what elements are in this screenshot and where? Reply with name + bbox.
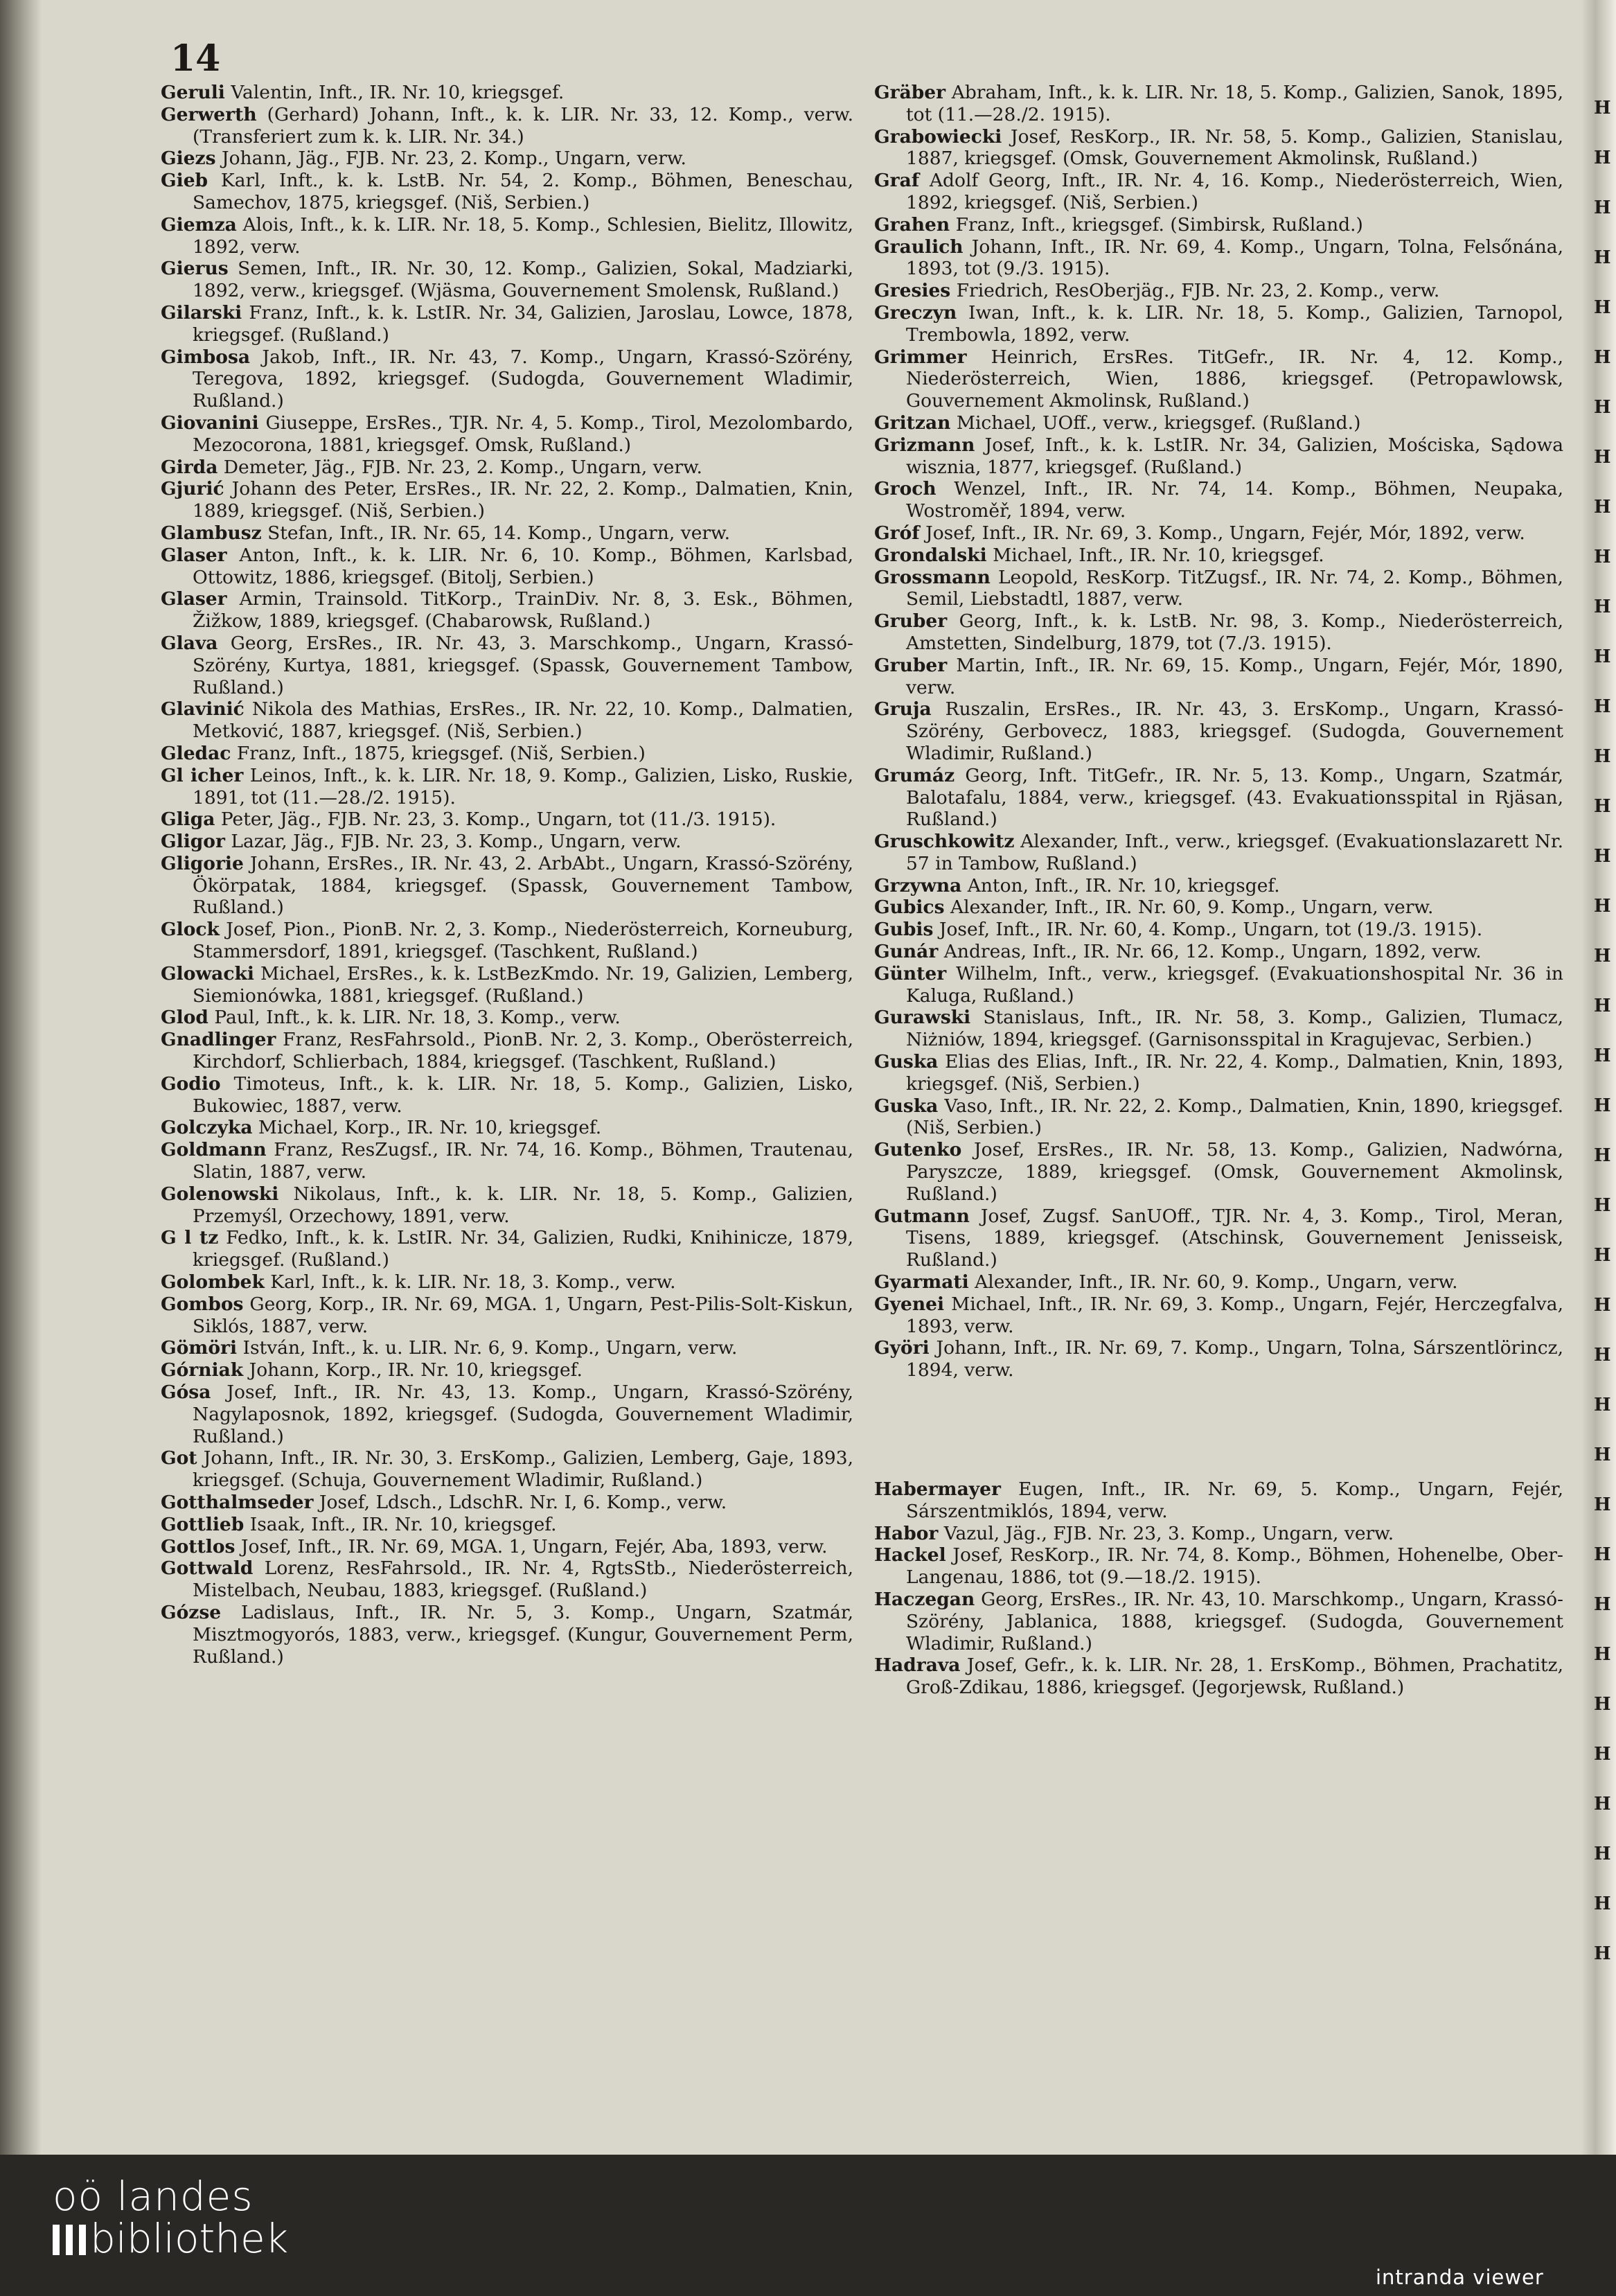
entry-details: Jakob, Inft., IR. Nr. 43, 7. Komp., Ungarn, Krassó-Szörény, Teregova, 1892, kriegsgef. (Sudogda, Gouvernement Wladimir, Rußland.) <box>193 346 853 412</box>
entry-details: Heinrich, ErsRes. TitGefr., IR. Nr. 4, 12. Komp., Niederösterreich, Wien, 1886, kriegsgef. (Petropawlowsk, Gouvernement Akmolinsk, Rußland.) <box>906 346 1563 412</box>
entry-surname: Gierus <box>161 258 229 280</box>
entry-details: Josef, Zugsf. SanUOff., TJR. Nr. 4, 3. Komp., Tirol, Meran, Tisens, 1889, kriegsgef. (Atschinsk, Gouvernement Jenisseisk, Rußland.) <box>906 1205 1563 1271</box>
entry-details: Isaak, Inft., IR. Nr. 10, kriegsgef. <box>244 1513 557 1535</box>
edge-letter: H <box>1594 247 1611 268</box>
right-column-g-entries <box>874 82 1563 1381</box>
register-entry <box>874 1654 1563 1699</box>
edge-letter: H <box>1594 547 1611 567</box>
edge-letter: H <box>1594 1893 1611 1914</box>
entry-details: Adolf Georg, Inft., IR. Nr. 4, 16. Komp., Niederösterreich, Wien, 1892, kriegsgef. (Niš, Serbien.) <box>906 170 1563 213</box>
entry-surname: Gróf <box>874 522 920 544</box>
entry-details: Josef, Inft., IR. Nr. 69, 3. Komp., Ungarn, Fejér, Mór, 1892, verw. <box>919 522 1525 544</box>
entry-details: Karl, Inft., k. k. LIR. Nr. 18, 3. Komp., verw. <box>264 1271 676 1293</box>
register-entry <box>161 457 853 479</box>
register-entry <box>874 1544 1563 1589</box>
edge-letter: H <box>1594 746 1611 767</box>
entry-surname: Gl icher <box>161 764 244 786</box>
entry-surname: Grossmann <box>874 566 991 588</box>
register-entry <box>874 1271 1563 1293</box>
entry-details: Franz, ResZugsf., IR. Nr. 74, 16. Komp., Böhmen, Trautenau, Slatin, 1887, verw. <box>193 1139 853 1183</box>
entry-surname: Girda <box>161 456 218 478</box>
left-column <box>161 82 853 1668</box>
entry-details: Johann, Jäg., FJB. Nr. 23, 2. Komp., Ungarn, verw. <box>215 148 686 170</box>
entry-surname: Grabowiecki <box>874 125 1002 148</box>
entry-details: Josef, Ldsch., LdschR. Nr. I, 6. Komp., verw. <box>313 1492 727 1513</box>
register-entry <box>161 1271 853 1293</box>
entry-details: Josef, ErsRes., IR. Nr. 58, 13. Komp., Galizien, Nadwórna, Paryszcze, 1889, kriegsgef. (Omsk, Gouvernement Akmolinsk, Rußland.) <box>906 1139 1563 1205</box>
register-entry <box>161 1117 853 1139</box>
entry-surname: Hackel <box>874 1544 946 1566</box>
entry-surname: Glod <box>161 1007 208 1029</box>
register-entry <box>161 963 853 1007</box>
entry-details: Georg, Korp., IR. Nr. 69, MGA. 1, Ungarn, Pest-Pilis-Solt-Kiskun, Siklós, 1887, verw. <box>193 1293 853 1337</box>
entry-details: Alexander, Inft., IR. Nr. 60, 9. Komp., Ungarn, verw. <box>968 1271 1458 1293</box>
entry-surname: Guska <box>874 1095 939 1117</box>
register-entry <box>874 280 1563 302</box>
edge-letter: H <box>1594 696 1611 717</box>
entry-details: Wilhelm, Inft., verw., kriegsgef. (Evakuationshospital Nr. 36 in Kaluga, Rußland.) <box>906 962 1563 1007</box>
entry-details: Leinos, Inft., k. k. LIR. Nr. 18, 9. Komp., Galizien, Lisko, Ruskie, 1891, tot (11.—28./2. 1915). <box>193 764 853 809</box>
entry-surname: Grimmer <box>874 346 967 368</box>
register-entry <box>874 214 1563 236</box>
entry-details: Paul, Inft., k. k. LIR. Nr. 18, 3. Komp., verw. <box>208 1007 621 1029</box>
register-entry <box>874 941 1563 963</box>
entry-surname: Guska <box>874 1051 939 1073</box>
entry-details: Josef, Inft., IR. Nr. 69, MGA. 1, Ungarn, Fejér, Aba, 1893, verw. <box>235 1535 828 1557</box>
register-entry <box>161 522 853 545</box>
entry-surname: Graulich <box>874 236 964 258</box>
entry-surname: Groch <box>874 478 936 500</box>
edge-letter: H <box>1594 846 1611 867</box>
edge-letter: H <box>1594 946 1611 966</box>
edge-letter: H <box>1594 1445 1611 1465</box>
entry-details: Abraham, Inft., k. k. LIR. Nr. 18, 5. Komp., Galizien, Sanok, 1895, tot (11.—28./2. 1915). <box>906 82 1563 125</box>
entry-surname: Habor <box>874 1522 939 1544</box>
register-entry <box>874 478 1563 522</box>
edge-letters <box>1594 83 1615 1979</box>
register-entry <box>161 1293 853 1338</box>
entry-surname: Gózse <box>161 1601 222 1623</box>
register-entry <box>161 478 853 522</box>
register-entry <box>161 82 853 104</box>
entry-surname: Got <box>161 1447 197 1469</box>
entry-details: Michael, Korp., IR. Nr. 10, kriegsgef. <box>252 1117 602 1139</box>
register-entry <box>874 1337 1563 1381</box>
edge-letter: H <box>1594 1345 1611 1366</box>
entry-surname: Gräber <box>874 82 946 103</box>
viewer-label[interactable]: intranda viewer <box>1376 2266 1544 2289</box>
register-entry <box>161 170 853 214</box>
entry-details: Vaso, Inft., IR. Nr. 22, 2. Komp., Dalmatien, Knin, 1890, kriegsgef. (Niš, Serbien.) <box>906 1095 1563 1139</box>
entry-details: Anton, Inft., IR. Nr. 10, kriegsgef. <box>961 874 1280 897</box>
register-entry <box>161 698 853 743</box>
entry-surname: Glaser <box>161 588 227 610</box>
entry-surname: Gjurić <box>161 478 224 500</box>
register-entry <box>874 170 1563 214</box>
register-entry <box>874 1589 1563 1654</box>
register-entry <box>161 1447 853 1492</box>
register-entry <box>161 1514 853 1536</box>
entry-surname: Gubics <box>874 897 945 919</box>
register-entry <box>874 302 1563 346</box>
entry-surname: Haczegan <box>874 1589 975 1610</box>
entry-details: Semen, Inft., IR. Nr. 30, 12. Komp., Galizien, Sokal, Madziarki, 1892, verw., kriegsgef. (Wjäsma, Gouvernement Smolensk, Rußland.) <box>193 258 853 302</box>
register-entry <box>161 919 853 963</box>
entry-surname: Golombek <box>161 1271 265 1293</box>
register-entry <box>874 1206 1563 1271</box>
register-entry <box>161 1227 853 1271</box>
register-entry <box>874 346 1563 412</box>
entry-details: Georg, ErsRes., IR. Nr. 43, 10. Marschkomp., Ungarn, Krassó-Szörény, Jablanica, 1888, kriegsgef. (Sudogda, Gouvernement Wladimir, Rußland.) <box>906 1589 1563 1654</box>
entry-surname: Glaser <box>161 544 227 566</box>
register-entry <box>161 1337 853 1359</box>
register-entry <box>874 831 1563 875</box>
entry-surname: Godio <box>161 1072 221 1095</box>
edge-letter: H <box>1594 197 1611 218</box>
register-entry <box>874 545 1563 567</box>
entry-details: Josef, ResKorp., IR. Nr. 74, 8. Komp., Böhmen, Hohenelbe, Ober-Langenau, 1886, tot (9.—18./2. 1915). <box>906 1544 1563 1589</box>
entry-surname: Gligor <box>161 831 225 853</box>
edge-letter: H <box>1594 1644 1611 1665</box>
entry-details: Josef, ResKorp., IR. Nr. 58, 5. Komp., Galizien, Stanislau, 1887, kriegsgef. (Omsk, Gouvernement Akmolinsk, Rußland.) <box>906 125 1563 170</box>
entry-details: Johann, Inft., IR. Nr. 69, 4. Komp., Ungarn, Tolna, Felsőnána, 1893, tot (9./3. 1915). <box>906 236 1563 280</box>
entry-surname: Gruschkowitz <box>874 831 1015 853</box>
entry-surname: Gnadlinger <box>161 1029 276 1051</box>
entry-surname: Gubis <box>874 919 934 941</box>
register-entry <box>874 1478 1563 1523</box>
entry-details: Stanislaus, Inft., IR. Nr. 58, 3. Komp., Galizien, Tlumacz, Niżniów, 1894, kriegsgef. (Garnisonsspital in Kragujevac, Serbien.) <box>906 1007 1563 1051</box>
entry-details: Vazul, Jäg., FJB. Nr. 23, 3. Komp., Ungarn, verw. <box>938 1522 1394 1544</box>
entry-surname: Gurawski <box>874 1007 971 1029</box>
entry-details: Ladislaus, Inft., IR. Nr. 5, 3. Komp., Ungarn, Szatmár, Misztmogyorós, 1883, verw., kriegsgef. (Kungur, Gouvernement Perm, Rußland.) <box>193 1601 853 1668</box>
entry-details: Michael, ErsRes., k. k. LstBezKmdo. Nr. 19, Galizien, Lemberg, Siemionówka, 1881, kriegsgef. (Rußland.) <box>193 962 853 1007</box>
entry-surname: Günter <box>874 962 947 984</box>
entry-details: Nikola des Mathias, ErsRes., IR. Nr. 22, 10. Komp., Dalmatien, Metković, 1887, kriegsgef. (Niš, Serbien.) <box>193 698 853 743</box>
entry-details: Timoteus, Inft., k. k. LIR. Nr. 18, 5. Komp., Galizien, Lisko, Bukowiec, 1887, verw. <box>193 1072 853 1117</box>
entry-surname: Glowacki <box>161 962 254 984</box>
entry-surname: Gruber <box>874 610 948 633</box>
entry-surname: Gombos <box>161 1293 244 1315</box>
edge-letter: H <box>1594 1045 1611 1066</box>
entry-details: Elias des Elias, Inft., IR. Nr. 22, 4. Komp., Dalmatien, Knin, 1893, kriegsgef. (Niš, Serbien.) <box>906 1051 1563 1095</box>
edge-letter: H <box>1594 297 1611 318</box>
register-entry <box>161 214 853 258</box>
register-entry <box>161 545 853 589</box>
entry-details: Michael, Inft., IR. Nr. 10, kriegsgef. <box>986 544 1324 566</box>
edge-letter: H <box>1594 1943 1611 1964</box>
entry-details: Fedko, Inft., k. k. LstIR. Nr. 34, Galizien, Rudki, Knihinicze, 1879, kriegsgef. (Rußland.) <box>193 1227 853 1271</box>
entry-details: Johann, Inft., IR. Nr. 69, 7. Komp., Ungarn, Tolna, Sárszentlörincz, 1894, verw. <box>906 1337 1563 1381</box>
entry-surname: Goldmann <box>161 1139 267 1161</box>
register-entry <box>874 765 1563 831</box>
register-entry <box>161 258 853 302</box>
entry-details: Eugen, Inft., IR. Nr. 69, 5. Komp., Ungarn, Fejér, Sárszentmiklós, 1894, verw. <box>906 1478 1563 1522</box>
entry-surname: Gritzan <box>874 412 951 434</box>
logo-line-1: oö landes <box>53 2173 254 2220</box>
register-entry <box>874 1139 1563 1205</box>
entry-details: Armin, Trainsold. TitKorp., TrainDiv. Nr. 8, 3. Esk., Böhmen, Žižkow, 1889, kriegsgef. (Chabarowsk, Rußland.) <box>193 588 853 633</box>
entry-surname: Gutmann <box>874 1205 970 1227</box>
entry-surname: Gliga <box>161 809 215 831</box>
logo-line-2: bibliothek <box>90 2215 289 2262</box>
entry-details: Friedrich, ResOberjäg., FJB. Nr. 23, 2. Komp., verw. <box>950 280 1440 302</box>
register-entry <box>874 236 1563 281</box>
edge-letter: H <box>1594 1594 1611 1615</box>
entry-surname: Gruja <box>874 698 932 721</box>
register-entry <box>161 633 853 698</box>
register-entry <box>874 1051 1563 1095</box>
edge-letter: H <box>1594 1844 1611 1864</box>
entry-surname: Geruli <box>161 82 225 103</box>
edge-letter: H <box>1594 896 1611 917</box>
register-entry <box>161 831 853 853</box>
edge-letter: H <box>1594 1195 1611 1216</box>
entry-details: Franz, ResFahrsold., PionB. Nr. 2, 3. Komp., Oberösterreich, Kirchdorf, Schlierbach, 1884, kriegsgef. (Taschkent, Rußland.) <box>193 1029 853 1073</box>
register-entry <box>874 82 1563 126</box>
entry-surname: G l tz <box>161 1227 219 1249</box>
entry-surname: Gyarmati <box>874 1271 969 1293</box>
register-entry <box>874 1095 1563 1140</box>
entry-details: Wenzel, Inft., IR. Nr. 74, 14. Komp., Böhmen, Neupaka, Wostroměř, 1894, verw. <box>906 478 1563 522</box>
entry-surname: Giemza <box>161 213 237 236</box>
register-entry <box>874 434 1563 479</box>
entry-details: Johann des Peter, ErsRes., IR. Nr. 22, 2. Komp., Dalmatien, Knin, 1889, kriegsgef. (Niš, Serbien.) <box>193 478 853 522</box>
entry-surname: Gottlieb <box>161 1513 245 1535</box>
register-entry <box>874 1007 1563 1051</box>
entry-details: Peter, Jäg., FJB. Nr. 23, 3. Komp., Ungarn, tot (11./3. 1915). <box>215 809 776 831</box>
entry-surname: Giovanini <box>161 412 259 434</box>
edge-letter: H <box>1594 1794 1611 1814</box>
register-entry <box>874 610 1563 655</box>
entry-details: Ruszalin, ErsRes., IR. Nr. 43, 3. ErsKomp., Ungarn, Krassó-Szörény, Gerbovecz, 1883, kriegsgef. (Sudogda, Gouvernement Wladimir, Rußland.) <box>906 698 1563 764</box>
entry-details: Georg, Inft., k. k. LstB. Nr. 98, 3. Komp., Niederösterreich, Amstetten, Sindelburg, 1879, tot (7./3. 1915). <box>906 610 1563 654</box>
edge-letter: H <box>1594 1145 1611 1166</box>
library-logo[interactable] <box>53 2175 288 2260</box>
entry-surname: Gunár <box>874 941 939 963</box>
entry-surname: Golenowski <box>161 1183 279 1205</box>
edge-letter: H <box>1594 1095 1611 1116</box>
entry-details: Karl, Inft., k. k. LstB. Nr. 54, 2. Komp., Böhmen, Beneschau, Samechov, 1875, kriegsgef. (Niš, Serbien.) <box>193 170 853 213</box>
edge-letter: H <box>1594 1694 1611 1715</box>
entry-details: Josef, Inft., IR. Nr. 60, 4. Komp., Ungarn, tot (19./3. 1915). <box>933 919 1483 941</box>
register-entry <box>161 412 853 457</box>
entry-details: Andreas, Inft., IR. Nr. 66, 12. Komp., Ungarn, 1892, verw. <box>938 941 1482 963</box>
register-entry <box>874 1523 1563 1545</box>
entry-surname: Grumáz <box>874 764 955 786</box>
edge-letter: H <box>1594 397 1611 418</box>
entry-surname: Grahen <box>874 213 950 236</box>
entry-details: Michael, Inft., IR. Nr. 69, 3. Komp., Ungarn, Fejér, Herczegfalva, 1893, verw. <box>906 1293 1563 1337</box>
register-entry <box>161 148 853 170</box>
entry-surname: Górniak <box>161 1359 244 1381</box>
register-entry <box>161 1139 853 1183</box>
entry-surname: Gresies <box>874 280 951 302</box>
register-entry <box>161 1359 853 1381</box>
register-entry <box>161 346 853 412</box>
entry-details: Josef, Pion., PionB. Nr. 2, 3. Komp., Niederösterreich, Korneuburg, Stammersdorf, 1891, kriegsgef. (Taschkent, Rußland.) <box>193 919 853 963</box>
edge-letter: H <box>1594 1395 1611 1415</box>
register-entry <box>161 1536 853 1558</box>
register-entry <box>161 104 853 148</box>
entry-details: Georg, ErsRes., IR. Nr. 43, 3. Marschkomp., Ungarn, Krassó-Szörény, Kurtya, 1881, kriegsgef. (Spassk, Gouvernement Tambow, Rußland.) <box>193 632 853 698</box>
page-gutter <box>0 0 42 2155</box>
register-entry <box>874 412 1563 434</box>
register-entry <box>161 1183 853 1228</box>
register-entry <box>161 809 853 831</box>
entry-surname: Grizmann <box>874 434 975 456</box>
edge-letter: H <box>1594 597 1611 617</box>
entry-details: Demeter, Jäg., FJB. Nr. 23, 2. Komp., Ungarn, verw. <box>217 456 702 478</box>
edge-letter: H <box>1594 1245 1611 1266</box>
entry-surname: Hadrava <box>874 1654 961 1677</box>
entry-surname: Gledac <box>161 742 231 764</box>
register-entry <box>161 1602 853 1668</box>
entry-surname: Graf <box>874 170 920 192</box>
entry-details: Johann, Korp., IR. Nr. 10, kriegsgef. <box>243 1359 583 1381</box>
entry-details: István, Inft., k. u. LIR. Nr. 6, 9. Komp., Ungarn, verw. <box>237 1337 738 1359</box>
entry-details: Franz, Inft., kriegsgef. (Simbirsk, Rußland.) <box>950 213 1363 236</box>
edge-letter: H <box>1594 347 1611 368</box>
entry-surname: Gyenei <box>874 1293 945 1315</box>
entry-details: Martin, Inft., IR. Nr. 69, 15. Komp., Ungarn, Fejér, Mór, 1890, verw. <box>906 654 1563 698</box>
entry-details: Johann, Inft., IR. Nr. 30, 3. ErsKomp., Galizien, Lemberg, Gaje, 1893, kriegsgef. (Schuja, Gouvernement Wladimir, Rußland.) <box>193 1447 853 1492</box>
logo-bars-icon <box>53 2225 86 2255</box>
edge-letter: H <box>1594 1295 1611 1316</box>
register-entry <box>161 1557 853 1602</box>
letter-section-gap <box>874 1381 1563 1478</box>
entry-details: Alexander, Inft., IR. Nr. 60, 9. Komp., Ungarn, verw. <box>944 897 1434 919</box>
entry-details: Valentin, Inft., IR. Nr. 10, kriegsgef. <box>224 82 565 103</box>
edge-letter: H <box>1594 447 1611 468</box>
edge-letter: H <box>1594 1494 1611 1515</box>
entry-surname: Gotthalmseder <box>161 1492 314 1513</box>
register-entry <box>874 698 1563 764</box>
entry-surname: Gottlos <box>161 1535 236 1557</box>
entry-surname: Gligorie <box>161 852 244 874</box>
entry-details: Nikolaus, Inft., k. k. LIR. Nr. 18, 5. Komp., Galizien, Przemyśl, Orzechowy, 1891, verw. <box>193 1183 853 1227</box>
edge-letter: H <box>1594 996 1611 1016</box>
entry-surname: Gutenko <box>874 1139 962 1161</box>
register-entry <box>161 853 853 919</box>
entry-details: Anton, Inft., k. k. LIR. Nr. 6, 10. Komp., Böhmen, Karlsbad, Ottowitz, 1886, kriegsgef. (Bitolj, Serbien.) <box>193 544 853 588</box>
register-entry <box>161 302 853 346</box>
entry-details: Johann, ErsRes., IR. Nr. 43, 2. ArbAbt., Ungarn, Krassó-Szörény, Ökörpatak, 1884, kriegsgef. (Spassk, Gouvernement Tambow, Rußland.) <box>193 852 853 919</box>
right-column <box>874 82 1563 1699</box>
edge-letter: H <box>1594 98 1611 118</box>
entry-details: Alexander, Inft., verw., kriegsgef. (Evakuationslazarett Nr. 57 in Tambow, Rußland.) <box>906 831 1563 874</box>
register-entry <box>161 1007 853 1029</box>
right-column-h-entries <box>874 1478 1563 1699</box>
register-entry <box>874 655 1563 699</box>
register-entry <box>161 765 853 809</box>
entry-details: Leopold, ResKorp. TitZugsf., IR. Nr. 74, 2. Komp., Böhmen, Semil, Liebstadtl, 1887, verw. <box>906 566 1563 610</box>
edge-letter: H <box>1594 1744 1611 1765</box>
entry-details: Franz, Inft., k. k. LstIR. Nr. 34, Galizien, Jaroslau, Lowce, 1878, kriegsgef. (Rußland.) <box>193 301 853 346</box>
entry-surname: Greczyn <box>874 301 957 324</box>
register-entry <box>874 567 1563 611</box>
entry-surname: Gerwerth <box>161 103 257 125</box>
entry-surname: Gimbosa <box>161 346 251 368</box>
entry-details: Josef, Gefr., k. k. LIR. Nr. 28, 1. ErsKomp., Böhmen, Prachatitz, Groß-Zdikau, 1886, kriegsgef. (Jegorjewsk, Rußland.) <box>906 1654 1563 1699</box>
entry-surname: Giezs <box>161 148 216 170</box>
edge-letter: H <box>1594 497 1611 518</box>
register-entry <box>874 126 1563 170</box>
entry-details: Josef, Inft., IR. Nr. 43, 13. Komp., Ungarn, Krassó-Szörény, Nagylaposnok, 1892, kriegsgef. (Sudogda, Gouvernement Wladimir, Rußland.) <box>193 1381 853 1447</box>
register-entry <box>161 1381 853 1447</box>
register-entry <box>874 875 1563 897</box>
entry-details: Josef, Inft., k. k. LstIR. Nr. 34, Galizien, Mościska, Sądowa wisznia, 1877, kriegsgef. (Rußland.) <box>906 434 1563 478</box>
entry-details: Lorenz, ResFahrsold., IR. Nr. 4, RgtsStb., Niederösterreich, Mistelbach, Neubau, 1883, kriegsgef. (Rußland.) <box>193 1557 853 1602</box>
entry-surname: Gósa <box>161 1381 211 1404</box>
register-entry <box>161 1073 853 1118</box>
entry-surname: Gilarski <box>161 301 242 324</box>
entry-details: Iwan, Inft., k. k. LIR. Nr. 18, 5. Komp., Galizien, Tarnopol, Trembowla, 1892, verw. <box>906 301 1563 346</box>
register-entry <box>874 897 1563 919</box>
entry-details: (Gerhard) Johann, Inft., k. k. LIR. Nr. 33, 12. Komp., verw. (Transferiert zum k. k. LIR. Nr. 34.) <box>193 103 853 148</box>
entry-surname: Grondalski <box>874 544 987 566</box>
entry-details: Michael, UOff., verw., kriegsgef. (Rußland.) <box>950 412 1361 434</box>
register-entry <box>161 743 853 765</box>
register-entry <box>874 963 1563 1007</box>
entry-details: Alois, Inft., k. k. LIR. Nr. 18, 5. Komp., Schlesien, Bielitz, Illowitz, 1892, verw. <box>193 213 853 258</box>
entry-details: Giuseppe, ErsRes., TJR. Nr. 4, 5. Komp., Tirol, Mezolombardo, Mezocorona, 1881, kriegsgef. Omsk, Rußland.) <box>193 412 853 456</box>
register-entry <box>874 919 1563 941</box>
entry-surname: Gömöri <box>161 1337 238 1359</box>
page-number: 14 <box>170 37 221 80</box>
entry-details: Georg, Inft. TitGefr., IR. Nr. 5, 13. Komp., Ungarn, Szatmár, Balotafalu, 1884, verw., kriegsgef. (43. Evakuationsspital in Rjäsan, Rußland.) <box>906 764 1563 831</box>
entry-details: Lazar, Jäg., FJB. Nr. 23, 3. Komp., Ungarn, verw. <box>224 831 682 853</box>
edge-letter: H <box>1594 148 1611 168</box>
entry-surname: Gruber <box>874 654 948 676</box>
next-page-edge <box>1581 0 1616 2155</box>
entry-surname: Grzywna <box>874 874 962 897</box>
register-entry <box>161 1492 853 1514</box>
entry-details: Franz, Inft., 1875, kriegsgef. (Niš, Serbien.) <box>231 742 646 764</box>
register-entry <box>161 1029 853 1073</box>
entry-surname: Glava <box>161 632 218 654</box>
edge-letter: H <box>1594 646 1611 667</box>
edge-letter: H <box>1594 1544 1611 1565</box>
entry-surname: Habermayer <box>874 1478 1001 1501</box>
entry-surname: Glock <box>161 919 220 941</box>
register-entry <box>874 522 1563 545</box>
entry-surname: Gieb <box>161 170 208 192</box>
edge-letter: H <box>1594 796 1611 817</box>
entry-surname: Glambusz <box>161 522 262 544</box>
entry-details: Stefan, Inft., IR. Nr. 65, 14. Komp., Ungarn, verw. <box>261 522 731 544</box>
entry-surname: Golczyka <box>161 1117 253 1139</box>
register-entry <box>161 588 853 633</box>
register-entry <box>874 1293 1563 1338</box>
entry-surname: Gottwald <box>161 1557 254 1580</box>
entry-surname: Glavinić <box>161 698 245 721</box>
entry-surname: Györi <box>874 1337 930 1359</box>
